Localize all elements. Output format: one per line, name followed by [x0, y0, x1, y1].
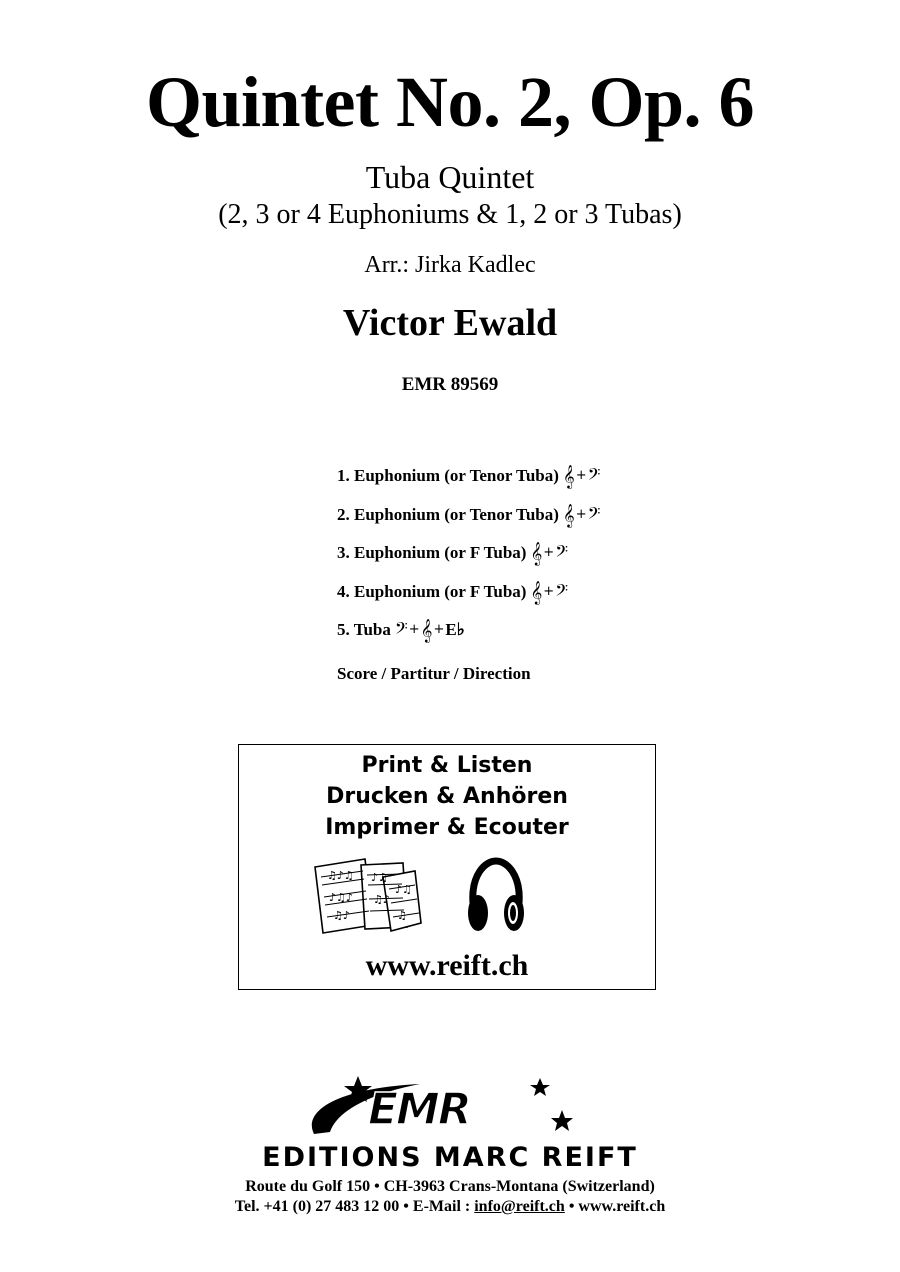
bass-clef-icon: 𝄢	[587, 502, 601, 527]
svg-text:♫♪: ♫♪	[373, 893, 390, 906]
print-listen-line: Print & Listen	[361, 753, 533, 778]
svg-text:♫♪: ♫♪	[333, 909, 350, 922]
print-listen-line: Drucken & Anhören	[326, 784, 568, 809]
arranger: Arr.: Jirka Kadlec	[364, 252, 536, 278]
clef-icons: 𝄞 + 𝄢	[530, 541, 569, 566]
logo-text: EMR	[368, 1084, 470, 1135]
treble-clef-icon: 𝄞	[530, 541, 543, 566]
part-label: 5. Tuba	[337, 620, 391, 640]
website-text[interactable]: • www.reift.ch	[564, 1198, 666, 1215]
sheet-music-icon	[311, 857, 423, 935]
print-listen-box[interactable]	[238, 744, 656, 990]
part-label: 2. Euphonium (or Tenor Tuba)	[337, 504, 559, 524]
part-item	[337, 496, 601, 535]
bass-clef-icon: 𝄢	[555, 579, 569, 604]
clef-icons: 𝄞 + 𝄢	[562, 464, 601, 489]
subtitle: Tuba Quintet	[365, 159, 535, 195]
catalog-number: EMR 89569	[401, 374, 499, 395]
parts-list	[337, 457, 601, 650]
treble-clef-icon: 𝄞	[420, 618, 433, 643]
svg-text:♪♫♪: ♪♫♪	[329, 891, 353, 904]
clef-icons: 𝄞 + 𝄢	[562, 502, 601, 527]
emr-logo	[300, 1074, 600, 1142]
bass-clef-icon: 𝄢	[587, 464, 601, 489]
bass-clef-icon: 𝄢	[555, 541, 569, 566]
svg-text:♫♪♫: ♫♪♫	[327, 869, 354, 882]
clef-icons: 𝄢 + 𝄞 + E♭	[394, 618, 465, 643]
score-label: Score / Partitur / Direction	[337, 664, 531, 683]
website-link[interactable]: www.reift.ch	[365, 949, 529, 982]
phone-text: Tel. +41 (0) 27 483 12 00 • E-Mail :	[234, 1198, 475, 1215]
part-item	[337, 573, 601, 612]
treble-clef-icon: 𝄞	[562, 464, 575, 489]
part-label: 3. Euphonium (or F Tuba)	[337, 543, 527, 563]
publisher-contact	[0, 1198, 900, 1216]
instrumentation: (2, 3 or 4 Euphoniums & 1, 2 or 3 Tubas)	[218, 199, 682, 230]
publisher-address: Route du Golf 150 • CH-3963 Crans-Montana (Switzerland)	[245, 1178, 655, 1195]
part-label: 1. Euphonium (or Tenor Tuba)	[337, 466, 559, 486]
key-label: E♭	[445, 620, 465, 640]
treble-clef-icon: 𝄞	[530, 579, 543, 604]
headphones-icon	[465, 857, 527, 937]
svg-text:♪♫: ♪♫	[395, 883, 412, 896]
clef-icons: 𝄞 + 𝄢	[530, 579, 569, 604]
title: Quintet No. 2, Op. 6	[145, 62, 755, 142]
email-link[interactable]: info@reift.ch	[474, 1198, 565, 1215]
svg-text:♪♫: ♪♫	[371, 871, 388, 884]
treble-clef-icon: 𝄞	[562, 502, 575, 527]
part-item	[337, 457, 601, 496]
part-label: 4. Euphonium (or F Tuba)	[337, 581, 527, 601]
composer: Victor Ewald	[342, 302, 558, 344]
print-listen-line: Imprimer & Ecouter	[325, 815, 569, 840]
part-item	[337, 611, 601, 650]
svg-text:♫: ♫	[397, 909, 407, 922]
bass-clef-icon: 𝄢	[394, 618, 408, 643]
publisher-name: EDITIONS MARC REIFT	[262, 1142, 638, 1173]
part-item	[337, 534, 601, 573]
